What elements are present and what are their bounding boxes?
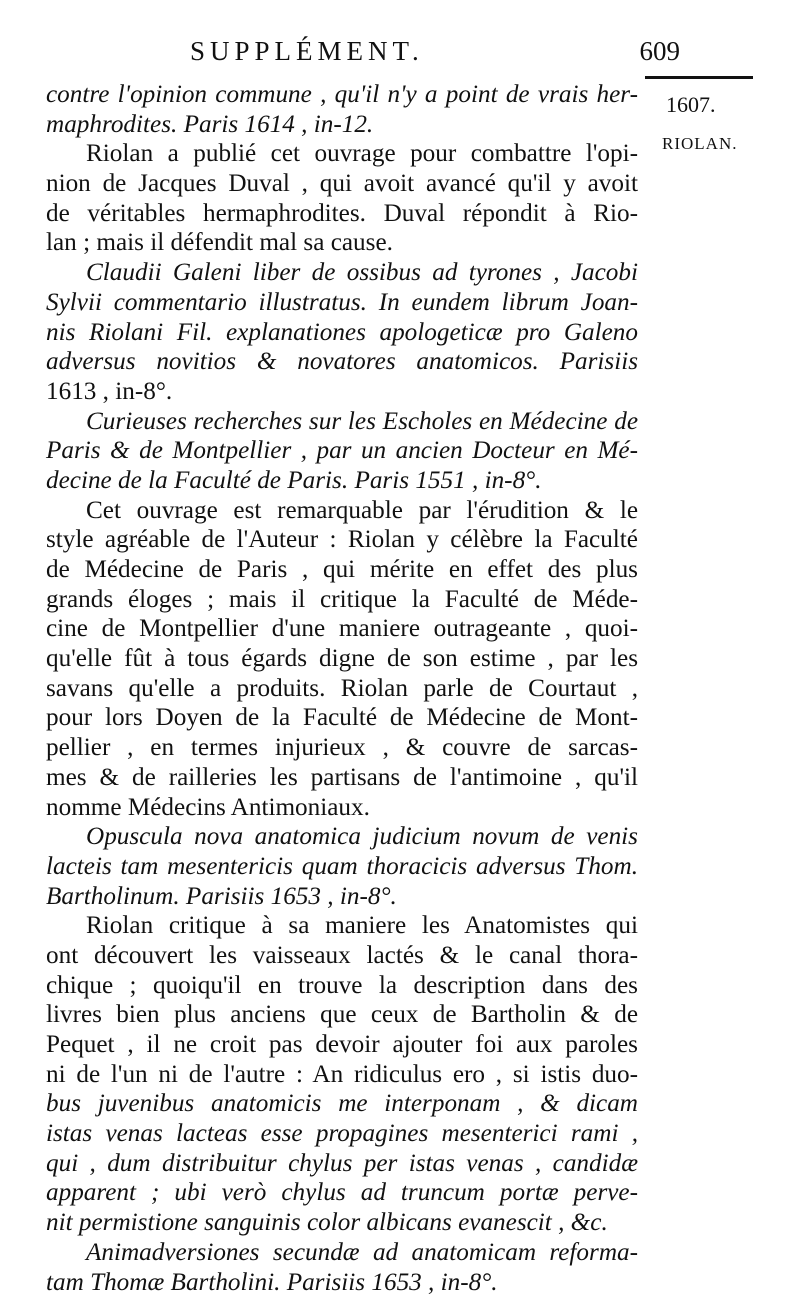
running-title: SUPPLÉMENT. bbox=[190, 36, 424, 66]
margin-author: RIOLAN. bbox=[662, 134, 738, 153]
text-line: qu'elle fût à tous égards digne de son estime , par les bbox=[46, 645, 638, 673]
text-line: contre l'opinion commune , qu'il n'y a point de vrais her- bbox=[46, 81, 638, 108]
text-line: ont découvert les vaisseaux lactés & le canal thora- bbox=[46, 941, 638, 969]
body-text bbox=[46, 80, 638, 1297]
text-line: 1613 , in-8°. bbox=[46, 377, 173, 405]
text-line: mes & de railleries les partisans de l'antimoine , qu'il bbox=[46, 763, 638, 791]
text-line: lan ; mais il défendit mal sa cause. bbox=[46, 229, 393, 257]
text-line: nomme Médecins Antimoniaux. bbox=[46, 793, 370, 821]
header-rule bbox=[645, 76, 753, 79]
text-line: Bartholinum. Parisiis 1653 , in-8°. bbox=[46, 882, 397, 910]
text-line: tam Thomæ Bartholini. Parisiis 1653 , in-8°. bbox=[46, 1268, 498, 1296]
running-head bbox=[40, 36, 680, 76]
text-line: Opuscula nova anatomica judicium novum de venis bbox=[86, 823, 638, 851]
text-line: Claudii Galeni liber de ossibus ad tyrones , Jacobi bbox=[86, 259, 638, 287]
text-line: Curieuses recherches sur les Escholes en Médecine de bbox=[86, 407, 638, 435]
text-line: Cet ouvrage est remarquable par l'érudition & le bbox=[86, 496, 638, 524]
text-line: nion de Jacques Duval , qui avoit avancé qu'il y avoit bbox=[46, 170, 638, 198]
text-line: apparent ; ubi verò chylus ad truncum portæ perve- bbox=[46, 1179, 638, 1207]
text-line: savans qu'elle a produits. Riolan parle de Courtaut , bbox=[46, 674, 638, 702]
margin-year: 1607. bbox=[666, 92, 716, 117]
text-line: Riolan critique à sa maniere les Anatomistes qui bbox=[86, 912, 638, 940]
text-line: decine de la Faculté de Paris. Paris 1551 , in-8°. bbox=[46, 466, 542, 494]
page-number: 609 bbox=[639, 36, 680, 66]
text-line: style agréable de l'Auteur : Riolan y célèbre la Faculté bbox=[46, 526, 638, 554]
text-line: pour lors Doyen de la Faculté de Médecine de Mont- bbox=[46, 704, 638, 732]
text-line: Animadversiones secundæ ad anatomicam reforma- bbox=[86, 1238, 638, 1266]
text-line: Pequet , il ne croit pas devoir ajouter foi aux paroles bbox=[46, 1031, 638, 1058]
text-line: Paris & de Montpellier , par un ancien Docteur en Mé- bbox=[46, 437, 638, 465]
text-line: de véritables hermaphrodites. Duval répondit à Rio- bbox=[46, 199, 638, 227]
text-line: Riolan a publié cet ouvrage pour combattre l'opi- bbox=[86, 140, 638, 168]
text-line: cine de Montpellier d'une maniere outrageante , quoi- bbox=[46, 615, 638, 643]
text-line: ni de l'un ni de l'autre : An ridiculus ero , si istis duo- bbox=[46, 1060, 638, 1088]
text-line: grands éloges ; mais il critique la Faculté de Méde- bbox=[46, 585, 638, 613]
text-line: Sylvii commentario illustratus. In eundem librum Joan- bbox=[46, 288, 638, 316]
text-line: bus juvenibus anatomicis me interponam , & dicam bbox=[46, 1090, 638, 1118]
text-line: istas venas lacteas esse propagines mesenterici rami , bbox=[46, 1120, 638, 1148]
text-line: adversus novitios & novatores anatomicos. Parisiis bbox=[46, 348, 638, 376]
text-line: nit permistione sanguinis color albicans evanescit , &c. bbox=[46, 1209, 608, 1237]
text-line: pellier , en termes injurieux , & couvre de sarcas- bbox=[46, 734, 638, 762]
text-line: lacteis tam mesentericis quam thoracicis adversus Thom. bbox=[46, 852, 638, 880]
text-line: qui , dum distribuitur chylus per istas venas , candidæ bbox=[46, 1149, 638, 1177]
text-line: nis Riolani Fil. explanationes apologeticæ pro Galeno bbox=[46, 318, 638, 346]
text-line: maphrodites. Paris 1614 , in-12. bbox=[46, 110, 374, 138]
text-line: de Médecine de Paris , qui mérite en effet des plus bbox=[46, 556, 638, 583]
text-line: chique ; quoiqu'il en trouve la description dans des bbox=[46, 971, 638, 999]
text-line: livres bien plus anciens que ceux de Bartholin & de bbox=[46, 1001, 638, 1029]
